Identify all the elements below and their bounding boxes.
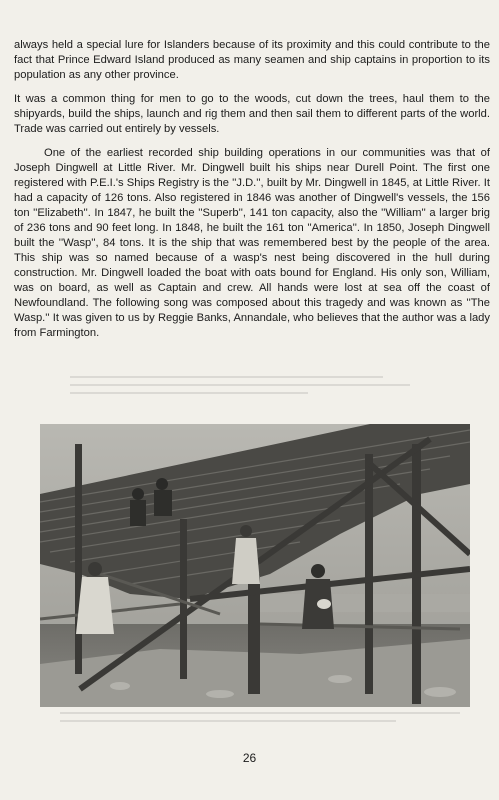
body-text bbox=[14, 38, 490, 350]
photo-illustration bbox=[40, 424, 470, 707]
bleed-through-text bbox=[70, 370, 410, 406]
paragraph-1: always held a special lure for Islanders because of its proximity and this could contribute to the fact that Prince Edward Island produced as many seamen and ship captains in proportion to its population as any other province. bbox=[14, 39, 490, 81]
bleed-through-text-lower bbox=[60, 706, 460, 736]
page-number: 26 bbox=[242, 751, 257, 765]
paragraph-3: One of the earliest recorded ship building operations in our communities was that of Joseph Dingwell at Little River. Mr. Dingwell built his ships near Durell Point. The first one registered with P.E.I.'s Ships Registry is the ''J.D.'', built by Mr. Dingwell in 1845, at Little River. It had a capacity of 126 tons. Also registered in 1846 was another of Dingwell's vessels, the 156 ton ''Elizabeth''. In 1847, he built the ''Superb'', 141 ton capacity, also the ''William'' a larger brig of 236 tons and 90 feet long. In 1848, he built the 161 ton ''America''. In 1850, Joseph Dingwell built the ''Wasp'', 84 tons. It is the ship that was remembered best by the people of the area. This ship was so named because of a wasp's nest being discovered in the hull during construction. Mr. Dingwell loaded the boat with oats bound for England. His only son, William, was on board, as well as Captain and crew. All hands were lost at sea off the coast of Newfoundland. The following song was composed about this tragedy and was known as ''The Wasp.'' It was given to us by Reggie Banks, Annandale, who believes that the author was a lady from Farmington. bbox=[14, 147, 490, 339]
ship-building-photograph bbox=[40, 424, 470, 707]
paragraph-2: It was a common thing for men to go to the woods, cut down the trees, haul them to the shipyards, build the ships, launch and rig them and then sail them to different parts of the world. Trade was carried out entirely by vessels. bbox=[14, 93, 490, 135]
